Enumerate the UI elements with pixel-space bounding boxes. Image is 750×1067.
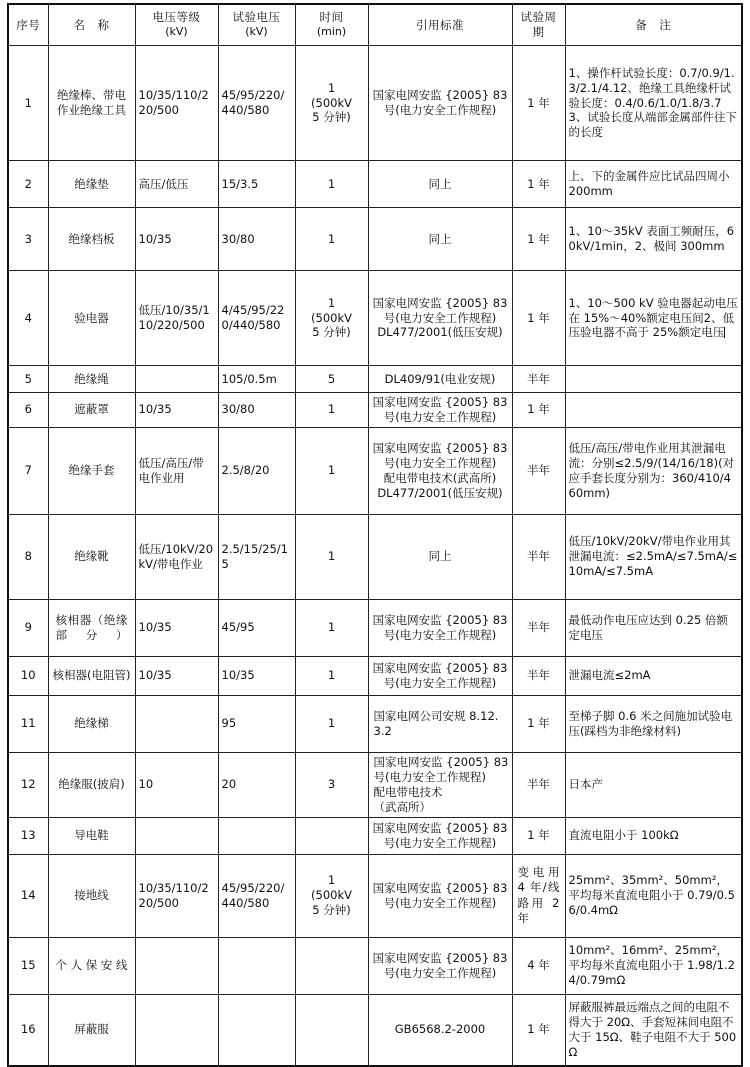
- cell-standard: 国家电网安监 {2005} 83 号(电力安全工作规程): [368, 393, 512, 428]
- cell-standard: 同上: [368, 208, 512, 271]
- table-row: [8, 208, 742, 271]
- cell-remark: 屏蔽服裤最远端点之间的电阻不得大于 20Ω、手套短袜间电阻不大于 15Ω、鞋子电阻不大于 500Ω: [565, 994, 742, 1066]
- table-row: [8, 752, 742, 817]
- cell-voltage: [135, 695, 218, 752]
- cell-standard: 国家电网安监 {2005} 83 号(电力安全工作规程): [368, 599, 512, 656]
- header-voltage-label: 电压等级: [152, 10, 201, 25]
- cell-time: 1: [295, 656, 368, 695]
- cell-name: 绝缘服(披肩): [48, 752, 135, 817]
- cell-name: 屏蔽服: [48, 994, 135, 1066]
- cell-voltage: 10/35: [135, 393, 218, 428]
- cell-test-voltage: 105/0.5m: [218, 366, 295, 393]
- cell-time: 1: [295, 514, 368, 599]
- table-row: [8, 994, 742, 1066]
- cell-voltage: [135, 994, 218, 1066]
- cell-test-voltage: 45/95: [218, 599, 295, 656]
- cell-voltage: 10: [135, 752, 218, 817]
- cell-name: 绝缘垫: [48, 161, 135, 208]
- cell-standard: 国家电网安监 {2005} 83 号(电力安全工作规程) DL477/2001(低压安规): [368, 271, 512, 366]
- cell-seq: 12: [8, 752, 48, 817]
- table-row: [8, 514, 742, 599]
- cell-time: 1: [295, 161, 368, 208]
- cell-standard: 国家电网安监 {2005} 83 号(电力安全工作规程): [368, 937, 512, 994]
- table-row: [8, 656, 742, 695]
- cell-seq: 14: [8, 854, 48, 937]
- cell-standard: 同上: [368, 161, 512, 208]
- table-row: [8, 46, 742, 161]
- cell-test-voltage: 4/45/95/220/440/580: [218, 271, 295, 366]
- cell-voltage: [135, 366, 218, 393]
- cell-time: 1: [295, 208, 368, 271]
- table-row: [8, 937, 742, 994]
- cell-test-voltage: 15/3.5: [218, 161, 295, 208]
- header-test-voltage-unit: (kV): [245, 25, 268, 39]
- cell-seq: 2: [8, 161, 48, 208]
- cell-remark: 直流电阻小于 100kΩ: [565, 817, 742, 854]
- cell-cycle: 1 年: [512, 271, 565, 366]
- table-row: [8, 695, 742, 752]
- header-name-label: 名 称: [73, 17, 110, 32]
- cell-time: 5: [295, 366, 368, 393]
- cell-voltage: 10/35/110/220/500: [135, 854, 218, 937]
- cell-time: [295, 817, 368, 854]
- cell-remark: 最低动作电压应达到 0.25 倍额定电压: [565, 599, 742, 656]
- cell-seq: 15: [8, 937, 48, 994]
- cell-test-voltage: [218, 937, 295, 994]
- cell-name: 绝缘棒、带电作业绝缘工具: [48, 46, 135, 161]
- header-standard-label: 引用标准: [416, 17, 464, 32]
- header-test-voltage-label: 试验电压: [232, 10, 281, 25]
- cell-voltage: 低压/高压/带电作业用: [135, 427, 218, 514]
- header-seq-label: 序号: [16, 17, 41, 32]
- cell-cycle: 1 年: [512, 161, 565, 208]
- header-cycle-label: 试验周期: [520, 10, 557, 39]
- table-row: [8, 854, 742, 937]
- cell-standard: 同上: [368, 514, 512, 599]
- cell-seq: 11: [8, 695, 48, 752]
- cell-time: [295, 937, 368, 994]
- cell-standard: 国家电网公司安规 8.12.3.2: [368, 695, 512, 752]
- cell-cycle: 半年: [512, 599, 565, 656]
- cell-name: 导电鞋: [48, 817, 135, 854]
- text-cursor: [724, 327, 725, 338]
- cell-remark: 10mm²、16mm²、25mm²，平均每米直流电阻小于 1.98/1.24/0.79mΩ: [565, 937, 742, 994]
- cell-name: 核相器(电阻管): [48, 656, 135, 695]
- cell-seq: 10: [8, 656, 48, 695]
- cell-test-voltage: 2.5/8/20: [218, 427, 295, 514]
- cell-cycle: 1 年: [512, 46, 565, 161]
- cell-seq: 5: [8, 366, 48, 393]
- table-row: [8, 366, 742, 393]
- cell-test-voltage: [218, 994, 295, 1066]
- cell-name: 绝缘档板: [48, 208, 135, 271]
- cell-seq: 8: [8, 514, 48, 599]
- cell-cycle: 半年: [512, 656, 565, 695]
- cell-voltage: 10/35: [135, 599, 218, 656]
- cell-seq: 4: [8, 271, 48, 366]
- cell-standard: 国家电网安监 {2005} 83 号(电力安全工作规程): [368, 854, 512, 937]
- cell-time: 3: [295, 752, 368, 817]
- cell-name: 绝缘梯: [48, 695, 135, 752]
- cell-standard: DL409/91(电业安规): [368, 366, 512, 393]
- header-remark-label: 备 注: [635, 17, 672, 32]
- table-row: [8, 427, 742, 514]
- header-seq: [8, 4, 48, 46]
- cell-seq: 3: [8, 208, 48, 271]
- table-header: [8, 4, 742, 46]
- cell-remark: 1、操作杆试验长度：0.7/0.9/1.3/2.1/4.12、绝缘工具绝缘杆试验长度：0.4/0.6/1.0/1.8/3.73、试验长度从端部金属部件往下的长度: [565, 46, 742, 161]
- cell-cycle: 半年: [512, 427, 565, 514]
- cell-test-voltage: 10/35: [218, 656, 295, 695]
- header-voltage-unit: (kV): [165, 25, 188, 39]
- cell-test-voltage: 30/80: [218, 393, 295, 428]
- cell-time: 1: [295, 599, 368, 656]
- cell-name: 绝缘手套: [48, 427, 135, 514]
- header-time-label: 时间: [319, 10, 344, 25]
- cell-name: 绝缘绳: [48, 366, 135, 393]
- cell-seq: 16: [8, 994, 48, 1066]
- cell-cycle: 半年: [512, 752, 565, 817]
- table-row: [8, 817, 742, 854]
- cell-cycle: 半年: [512, 366, 565, 393]
- cell-remark: 1、10～35kV 表面工频耐压，60kV/1min，2、极间 300mm: [565, 208, 742, 271]
- cell-voltage: 10/35/110/220/500: [135, 46, 218, 161]
- table-row: [8, 393, 742, 428]
- cell-seq: 13: [8, 817, 48, 854]
- cell-test-voltage: 95: [218, 695, 295, 752]
- cell-standard: 国家电网安监 {2005} 83 号(电力安全工作规程) 配电带电技术(武高所) DL477/2001(低压安规): [368, 427, 512, 514]
- cell-standard: 国家电网安监 {2005} 83 号(电力安全工作规程): [368, 656, 512, 695]
- cell-test-voltage: 45/95/220/440/580: [218, 46, 295, 161]
- cell-cycle: 1 年: [512, 695, 565, 752]
- cell-seq: 1: [8, 46, 48, 161]
- cell-cycle: 半年: [512, 514, 565, 599]
- cell-time: 1 (500kV 5 分钟): [295, 854, 368, 937]
- header-time-unit: (min): [316, 25, 347, 39]
- cell-time: 1 (500kV 5 分钟): [295, 271, 368, 366]
- cell-test-voltage: [218, 817, 295, 854]
- cell-remark: 泄漏电流≤2mA: [565, 656, 742, 695]
- table-row: [8, 271, 742, 366]
- cell-standard: 国家电网安监 {2005} 83 号(电力安全工作规程): [368, 817, 512, 854]
- cell-voltage: 10/35: [135, 208, 218, 271]
- cell-remark: 低压/高压/带电作业用其泄漏电流：分别≤2.5/9/(14/16/18)(对应手套长度分别为：360/410/460mm): [565, 427, 742, 514]
- cell-standard: 国家电网安监 {2005} 83 号(电力安全工作规程) 配电带电技术 （武高所）: [368, 752, 512, 817]
- cell-remark: [565, 393, 742, 428]
- cell-cycle: 变电用 4 年/线路用 2 年: [512, 854, 565, 937]
- cell-test-voltage: 45/95/220/440/580: [218, 854, 295, 937]
- cell-cycle: 1 年: [512, 208, 565, 271]
- cell-test-voltage: 20: [218, 752, 295, 817]
- cell-voltage: 10/35: [135, 656, 218, 695]
- cell-remark: 至梯子脚 0.6 米之间施加试验电压(踩档为非绝缘材料): [565, 695, 742, 752]
- cell-time: 1: [295, 427, 368, 514]
- cell-name: 接地线: [48, 854, 135, 937]
- header-row: [8, 4, 742, 46]
- cell-seq: 7: [8, 427, 48, 514]
- cell-remark: [565, 366, 742, 393]
- cell-time: 1: [295, 393, 368, 428]
- table-body: [8, 46, 742, 1066]
- cell-test-voltage: 30/80: [218, 208, 295, 271]
- cell-remark: 日本产: [565, 752, 742, 817]
- table-row: [8, 599, 742, 656]
- cell-name: 遮蔽罩: [48, 393, 135, 428]
- cell-time: 1 (500kV 5 分钟): [295, 46, 368, 161]
- header-voltage: [135, 4, 218, 46]
- cell-voltage: [135, 937, 218, 994]
- table-row: [8, 161, 742, 208]
- cell-standard: GB6568.2-2000: [368, 994, 512, 1066]
- cell-cycle: 4 年: [512, 937, 565, 994]
- cell-seq: 6: [8, 393, 48, 428]
- cell-remark: 25mm²、35mm²、50mm²，平均每米直流电阻小于 0.79/0.56/0.4mΩ: [565, 854, 742, 937]
- cell-remark: 低压/10kV/20kV/带电作业用其泄漏电流：≤2.5mA/≤7.5mA/≤10mA/≤7.5mA: [565, 514, 742, 599]
- cell-cycle: 1 年: [512, 817, 565, 854]
- header-remark: [565, 4, 742, 46]
- cell-voltage: 高压/低压: [135, 161, 218, 208]
- header-time: [295, 4, 368, 46]
- cell-name: 个人保安线: [48, 937, 135, 994]
- header-test-voltage: [218, 4, 295, 46]
- cell-cycle: 1 年: [512, 994, 565, 1066]
- cell-voltage: [135, 817, 218, 854]
- cell-voltage: 低压/10/35/110/220/500: [135, 271, 218, 366]
- cell-remark: 上、下的金属件应比试品四周小 200mm: [565, 161, 742, 208]
- header-name: [48, 4, 135, 46]
- cell-time: 1: [295, 695, 368, 752]
- spec-table: [7, 3, 743, 1067]
- header-cycle: [512, 4, 565, 46]
- header-standard: [368, 4, 512, 46]
- cell-voltage: 低压/10kV/20kV/带电作业: [135, 514, 218, 599]
- cell-remark: 1、10～500 kV 验电器起动电压在 15%～40%额定电压间2、低压验电器不高于 25%额定电压: [565, 271, 742, 366]
- cell-standard: 国家电网安监 {2005} 83 号(电力安全工作规程): [368, 46, 512, 161]
- cell-cycle: 1 年: [512, 393, 565, 428]
- cell-seq: 9: [8, 599, 48, 656]
- cell-name: 验电器: [48, 271, 135, 366]
- cell-name: 核相器（绝缘部分）: [48, 599, 135, 656]
- cell-test-voltage: 2.5/15/25/15: [218, 514, 295, 599]
- cell-name: 绝缘靴: [48, 514, 135, 599]
- cell-time: [295, 994, 368, 1066]
